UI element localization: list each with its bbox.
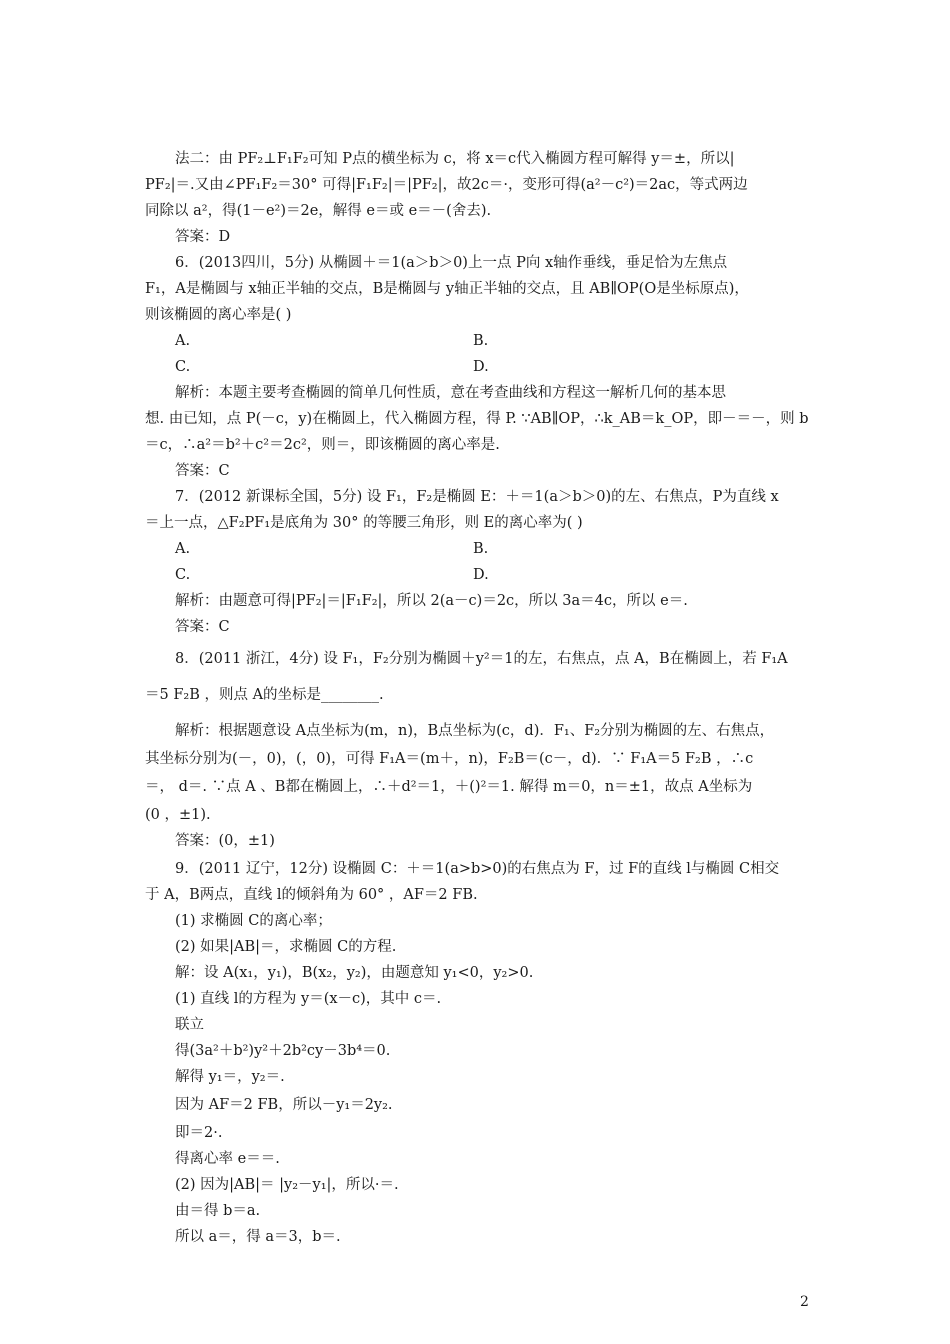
text-line: 其坐标分别为(－，0)，(，0)，可得 F₁A＝(m＋，n)，F₂B＝(c－，d)．∵ F₁A＝5 F₂B ，∴c <box>145 751 754 767</box>
text-line: PF₂|＝.又由∠PF₁F₂＝30° 可得|F₁F₂|＝|PF₂|，故2c＝·，变形可得(a²－c²)＝2ac，等式两边 <box>145 177 748 193</box>
answer-line: 答案：C <box>175 619 230 635</box>
solution-line: (2) 因为|AB|＝ |y₂－y₁|，所以·＝. <box>175 1177 399 1193</box>
text-line: ＝5 F₂B ，则点 A的坐标是________. <box>145 687 384 703</box>
text-line: 法二：由 PF₂⊥F₁F₂可知 P点的横坐标为 c，将 x＝c代入椭圆方程可解得 y＝±，所以| <box>175 151 735 167</box>
solution-line: 即＝2·. <box>175 1125 223 1141</box>
answer-line: 答案：C <box>175 463 230 479</box>
question-6: 6．(2013四川，5分) 从椭圆＋＝1(a＞b＞0)上一点 P向 x轴作垂线，垂足恰为左焦点 <box>175 255 728 271</box>
solution-line: 解得 y₁＝，y₂＝. <box>175 1069 285 1085</box>
analysis-line: 解析：本题主要考查椭圆的简单几何性质，意在考查曲线和方程这一解析几何的基本思 <box>175 385 726 401</box>
text-line: (0 ，±1). <box>145 807 211 823</box>
solution-line: 得(3a²＋b²)y²＋2b²cy－3b⁴＝0. <box>175 1043 391 1059</box>
text-line: 同除以 a²，得(1－e²)＝2e，解得 e＝或 e＝－(舍去). <box>145 203 492 219</box>
solution-line: 得离心率 e＝＝. <box>175 1151 280 1167</box>
text-line: F₁，A是椭圆与 x轴正半轴的交点，B是椭圆与 y轴正半轴的交点，且 AB∥OP(O是坐标原点)， <box>145 281 749 297</box>
option-c: C. <box>175 567 191 583</box>
option-d: D. <box>473 567 489 583</box>
page-number: 2 <box>800 1294 809 1310</box>
solution-line: 因为 AF＝2 FB，所以－y₁＝2y₂. <box>175 1097 393 1113</box>
solution-line: (1) 直线 l的方程为 y＝(x－c)，其中 c＝. <box>175 991 442 1007</box>
text-line: ＝上一点，△F₂PF₁是底角为 30° 的等腰三角形，则 E的离心率为( ) <box>145 515 583 531</box>
option-a: A. <box>175 541 191 557</box>
text-line: ＝， d＝. ∵点 A 、B都在椭圆上，∴＋d²＝1，＋()²＝1. 解得 m＝0，n＝±1，故点 A坐标为 <box>145 779 753 795</box>
solution-line: 所以 a＝，得 a＝3，b＝. <box>175 1229 341 1245</box>
subquestion-2: (2) 如果|AB|＝，求椭圆 C的方程. <box>175 939 397 955</box>
solution-line: 解：设 A(x₁，y₁)，B(x₂，y₂)，由题意知 y₁<0，y₂>0. <box>175 965 534 981</box>
answer-line: 答案：D <box>175 229 231 245</box>
solution-line: 联立 <box>175 1017 204 1033</box>
option-b: B. <box>473 333 489 349</box>
analysis-line: 解析：根据题意设 A点坐标为(m，n)，B点坐标为(c，d)．F₁、F₂分别为椭圆的左、右焦点， <box>175 723 775 739</box>
answer-line: 答案：(0，±1) <box>175 833 275 849</box>
text-line: 则该椭圆的离心率是( ) <box>145 307 292 323</box>
option-c: C. <box>175 359 191 375</box>
option-b: B. <box>473 541 489 557</box>
option-a: A. <box>175 333 191 349</box>
text-line: ＝c，∴a²＝b²＋c²＝2c²，则＝，即该椭圆的离心率是. <box>145 437 500 453</box>
text-line: 于 A，B两点，直线 l的倾斜角为 60° ，AF＝2 FB. <box>145 887 478 903</box>
text-line: 想. 由已知，点 P(－c，y)在椭圆上，代入椭圆方程，得 P. ∵AB∥OP，∴k_AB＝k_OP，即－＝－，则 b <box>145 411 809 427</box>
question-9: 9．(2011 辽宁，12分) 设椭圆 C：＋＝1(a>b>0)的右焦点为 F，过 F的直线 l与椭圆 C相交 <box>175 861 780 877</box>
question-8: 8．(2011 浙江，4分) 设 F₁，F₂分别为椭圆＋y²＝1的左，右焦点，点 A，B在椭圆上，若 F₁A <box>175 651 788 667</box>
solution-line: 由＝得 b＝a. <box>175 1203 261 1219</box>
subquestion-1: (1) 求椭圆 C的离心率； <box>175 913 332 929</box>
analysis-line: 解析：由题意可得|PF₂|＝|F₁F₂|，所以 2(a－c)＝2c，所以 3a＝4c，所以 e＝. <box>175 593 688 609</box>
question-7: 7．(2012 新课标全国，5分) 设 F₁，F₂是椭圆 E：＋＝1(a＞b＞0)的左、右焦点，P为直线 x <box>175 489 779 505</box>
option-d: D. <box>473 359 489 375</box>
